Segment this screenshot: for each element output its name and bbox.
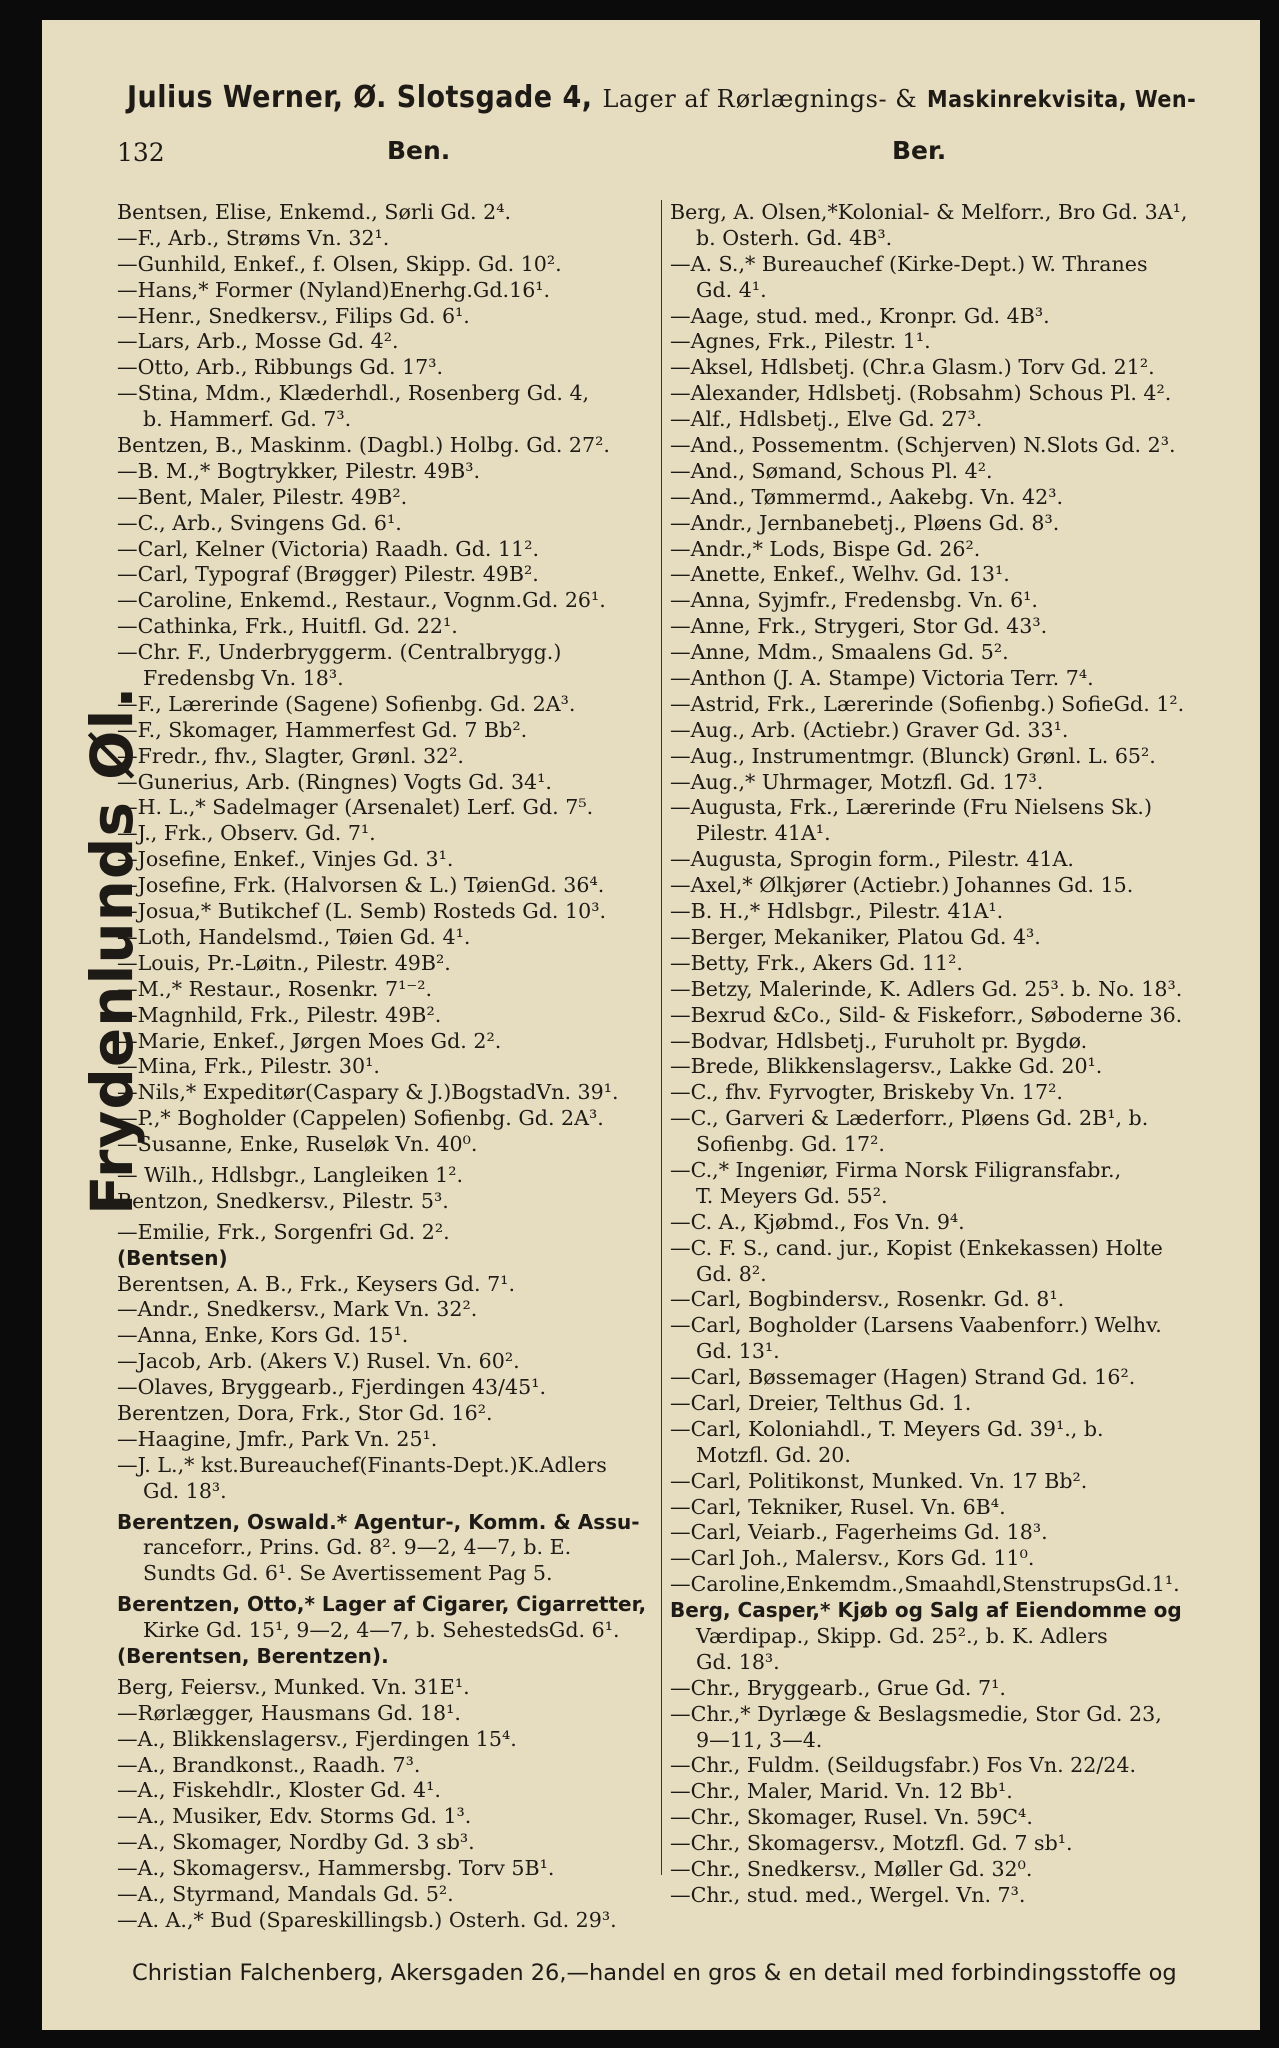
directory-entry-line: — Wilh., Hdlsbgr., Langleiken 1². [117,1162,464,1187]
directory-entry-line: Sofienbg. Gd. 17². [696,1132,885,1157]
directory-entry-line: —Anthon (J. A. Stampe) Victoria Terr. 7⁴. [670,666,1094,691]
directory-entry-line: —B. H.,* Hdlsbgr., Pilestr. 41A¹. [670,899,1004,924]
directory-entry-line: —Carl Joh., Malersv., Kors Gd. 11⁰. [670,1546,1035,1571]
directory-entry-line: —A., Fiskehdlr., Kloster Gd. 4¹. [117,1778,441,1803]
directory-entry-line: —Carl, Politikonst, Munked. Vn. 17 Bb². [670,1468,1088,1493]
directory-entry-line: —Carl, Kelner (Victoria) Raadh. Gd. 11². [117,536,540,561]
directory-entry-line: —Chr.,* Dyrlæge & Beslagsmedie, Stor Gd. 23, [670,1701,1162,1726]
directory-entry-line: b. Osterh. Gd. 4B³. [696,225,893,250]
right-column-entries [670,200,1221,1909]
directory-entry-line: Berg, Casper,* Kjøb og Salg af Eiendomme og [670,1598,1182,1623]
left-column-entries [117,200,668,1934]
directory-entry-line: Bentzen, B., Maskinm. (Dagbl.) Holbg. Gd. 27². [117,433,610,458]
directory-entry-line: —Carl, Bogholder (Larsens Vaabenforr.) Welhv. [670,1313,1162,1338]
directory-entry-line: ranceforr., Prins. Gd. 8². 9—2, 4—7, b. E. [143,1535,572,1560]
directory-entry-line: Gd. 18³. [143,1478,227,1503]
directory-entry-line: —Aage, stud. med., Kronpr. Gd. 4B³. [670,303,1050,328]
footer-advertisement: Christian Falchenberg, Akersgaden 26,—handel en gros & en detail med forbindingsstoffe og [132,1960,1177,1986]
column-divider [661,200,662,1875]
directory-entry-line: —A., Styrmand, Mandals Gd. 5². [117,1882,454,1906]
directory-entry-line: —Caroline,Enkemdm.,Smaahdl,StenstrupsGd.1¹. [670,1572,1180,1597]
directory-entry-line: —C., fhv. Fyrvogter, Briskeby Vn. 17². [670,1080,1063,1105]
directory-entry-line: —Olaves, Bryggearb., Fjerdingen 43/45¹. [117,1375,546,1400]
page-number: 132 [117,138,165,167]
directory-entry-line: —Betty, Frk., Akers Gd. 11². [670,950,963,975]
directory-entry-line: —Carl, Bøssemager (Hagen) Strand Gd. 16². [670,1365,1136,1390]
directory-entry-line: —Gunhild, Enkef., f. Olsen, Skipp. Gd. 10². [117,251,562,276]
directory-entry-line: —Haagine, Jmfr., Park Vn. 25¹. [117,1426,438,1451]
directory-entry-line: —Anne, Frk., Strygeri, Stor Gd. 43³. [670,614,1048,639]
directory-entry-line: —Carl, Bogbindersv., Rosenkr. Gd. 8¹. [670,1287,1065,1312]
directory-entry-line: —Aug.,* Uhrmager, Motzfl. Gd. 17³. [670,769,1044,794]
directory-entry-line: —Betzy, Malerinde, K. Adlers Gd. 25³. b. No. 18³. [670,976,1183,1001]
directory-entry-line: —Chr., stud. med., Wergel. Vn. 7³. [670,1882,1026,1907]
directory-entry-line: —Emilie, Frk., Sorgenfri Gd. 2². [117,1219,450,1244]
directory-entry-line: —Nils,* Expeditør(Caspary & J.)BogstadVn. 39¹. [117,1080,619,1105]
directory-entry-line: —Caroline, Enkemd., Restaur., Vognm.Gd. 26¹. [117,588,606,613]
directory-entry-line: —F., Lærerinde (Sagene) Sofienbg. Gd. 2A³. [117,691,576,716]
directory-entry-line: —H. L.,* Sadelmager (Arsenalet) Lerf. Gd. 7⁵. [117,795,594,820]
directory-entry-line: Sundts Gd. 6¹. Se Avertissement Pag 5. [143,1561,553,1586]
directory-entry-line: —Anna, Syjmfr., Fredensbg. Vn. 6¹. [670,588,1038,613]
directory-entry-line: —Josua,* Butikchef (L. Semb) Rosteds Gd. 10³. [117,899,606,924]
directory-entry-line: —C.,* Ingeniør, Firma Norsk Filigransfabr., [670,1157,1122,1182]
directory-entry-line: 9—11, 3—4. [696,1727,823,1752]
directory-entry-line: —Carl, Tekniker, Rusel. Vn. 6B⁴. [670,1494,1006,1519]
directory-entry-line: —And., Tømmermd., Aakebg. Vn. 42³. [670,484,1064,509]
directory-entry-line: Motzfl. Gd. 20. [696,1442,851,1467]
directory-entry-line: —Andr., Snedkersv., Mark Vn. 32². [117,1297,478,1322]
directory-entry-line: —And., Sømand, Schous Pl. 4². [670,458,993,483]
directory-entry-line: —Cathinka, Frk., Huitfl. Gd. 22¹. [117,614,458,639]
directory-entry-line: —Josefine, Frk. (Halvorsen & L.) TøienGd. 36⁴. [117,873,605,898]
directory-entry-line: —Chr., Skomager, Rusel. Vn. 59C⁴. [670,1805,1033,1830]
directory-entry-line: Berg, A. Olsen,*Kolonial- & Melforr., Bro Gd. 3A¹, [670,200,1188,224]
directory-entry-line: —Magnhild, Frk., Pilestr. 49B². [117,1002,442,1027]
side-advertisement-label: Frydenlunds Øl. [78,685,146,1215]
directory-entry-line: —Gunerius, Arb. (Ringnes) Vogts Gd. 34¹. [117,769,552,794]
directory-entry-line: —Anne, Mdm., Smaalens Gd. 5². [670,640,1009,665]
directory-entry-line: —Marie, Enkef., Jørgen Moes Gd. 2². [117,1028,502,1053]
directory-entry-line: Kirke Gd. 15¹, 9—2, 4—7, b. SehestedsGd. 6¹. [143,1618,620,1643]
directory-entry-line: Berentzen, Otto,* Lager af Cigarer, Cigarretter, [117,1592,647,1617]
directory-entry-line: Gd. 18³. [696,1649,780,1674]
directory-entry-line: Gd. 8². [696,1261,767,1286]
directory-entry-line: —Stina, Mdm., Klæderhdl., Rosenberg Gd. 4, [117,381,590,406]
directory-entry-line: —Chr., Fuldm. (Seildugsfabr.) Fos Vn. 22/24. [670,1753,1137,1778]
directory-entry-line: —C. F. S., cand. jur., Kopist (Enkekassen) Holte [670,1235,1163,1260]
directory-entry-line: —A., Brandkonst., Raadh. 7³. [117,1752,421,1777]
directory-entry-line: Bentzon, Snedkersv., Pilestr. 5³. [117,1188,449,1213]
directory-entry-line: (Bentsen) [117,1245,228,1270]
directory-entry-line: —Loth, Handelsmd., Tøien Gd. 4¹. [117,924,471,949]
directory-entry-line: —A. S.,* Bureauchef (Kirke-Dept.) W. Thranes [670,251,1148,276]
directory-entry-line: —Carl, Koloniahdl., T. Meyers Gd. 39¹., b. [670,1416,1104,1441]
directory-entry-line: —Aksel, Hdlsbetj. (Chr.a Glasm.) Torv Gd. 21². [670,355,1155,380]
directory-entry-line: —Chr. F., Underbryggerm. (Centralbrygg.) [117,640,562,665]
directory-entry-line: —J. L.,* kst.Bureauchef(Finants-Dept.)K.Adlers [117,1452,607,1477]
directory-entry-line: —J., Frk., Observ. Gd. 7¹. [117,821,376,846]
directory-entry-line: —Carl, Typograf (Brøgger) Pilestr. 49B². [117,562,539,587]
directory-entry-line: —Hans,* Former (Nyland)Enerhg.Gd.16¹. [117,277,551,302]
directory-entry-line: —P.,* Bogholder (Cappelen) Sofienbg. Gd. 2A³. [117,1106,604,1131]
directory-entry-line: —A. A.,* Bud (Spareskillingsb.) Osterh. Gd. 29³. [117,1907,617,1932]
left-column-heading: Ben. [387,136,451,165]
directory-entry-line: —Astrid, Frk., Lærerinde (Sofienbg.) SofieGd. 1². [670,691,1185,716]
directory-entry-line: —A., Musiker, Edv. Storms Gd. 1³. [117,1804,472,1829]
directory-entry-line: Værdipap., Skipp. Gd. 25²., b. K. Adlers [696,1623,1108,1648]
directory-entry-line: T. Meyers Gd. 55². [696,1183,888,1208]
directory-entry-line: —Henr., Snedkersv., Filips Gd. 6¹. [117,303,470,328]
directory-entry-line: —Chr., Skomagersv., Motzfl. Gd. 7 sb¹. [670,1831,1073,1856]
directory-entry-line: —Carl, Veiarb., Fagerheims Gd. 18³. [670,1520,1048,1545]
directory-entry-line: —Aug., Arb. (Actiebr.) Graver Gd. 33¹. [670,717,1069,742]
directory-entry-line: —C., Garveri & Læderforr., Pløens Gd. 2B¹, b. [670,1106,1149,1131]
directory-entry-line: —Lars, Arb., Mosse Gd. 4². [117,329,399,354]
directory-entry-line: Berentzen, Dora, Frk., Stor Gd. 16². [117,1400,493,1425]
directory-entry-line: —Alf., Hdlsbetj., Elve Gd. 27³. [670,407,983,432]
directory-entry-line: —Louis, Pr.-Løitn., Pilestr. 49B². [117,950,451,975]
directory-entry-line: (Berentsen, Berentzen). [117,1643,389,1668]
directory-entry-line: —Augusta, Frk., Lærerinde (Fru Nielsens Sk.) [670,795,1152,820]
header-middle-text: Lager af Rørlægnings- & [602,85,918,113]
directory-entry-line: —Agnes, Frk., Pilestr. 1¹. [670,329,931,354]
directory-entry-line: —A., Skomager, Nordby Gd. 3 sb³. [117,1830,475,1855]
directory-entry-line: —Anna, Enke, Kors Gd. 15¹. [117,1323,409,1348]
directory-entry-line: —A., Blikkenslagersv., Fjerdingen 15⁴. [117,1726,517,1751]
directory-entry-line: —F., Skomager, Hammerfest Gd. 7 Bb². [117,717,528,742]
directory-entry-line: Pilestr. 41A¹. [696,821,831,846]
directory-entry-line: —Aug., Instrumentmgr. (Blunck) Grønl. L. 65². [670,743,1156,768]
directory-entry-line: —Anette, Enkef., Welhv. Gd. 13¹. [670,562,1010,587]
directory-entry-line: —Chr., Maler, Marid. Vn. 12 Bb¹. [670,1779,1013,1804]
directory-entry-line: —Andr., Jernbanebetj., Pløens Gd. 8³. [670,510,1060,535]
directory-entry-line: —M.,* Restaur., Rosenkr. 7¹⁻². [117,976,433,1001]
directory-entry-line: b. Hammerf. Gd. 7³. [143,407,352,432]
header-advertiser: Julius Werner, Ø. Slotsgade 4, [127,80,593,115]
directory-entry-line: —Jacob, Arb. (Akers V.) Rusel. Vn. 60². [117,1349,520,1374]
directory-entry-line: —Carl, Dreier, Telthus Gd. 1. [670,1390,972,1415]
directory-entry-line: —A., Skomagersv., Hammersbg. Torv 5B¹. [117,1856,555,1881]
directory-entry-line: Gd. 4¹. [696,277,767,302]
directory-entry-line: Bentsen, Elise, Enkemd., Sørli Gd. 2⁴. [117,200,512,224]
directory-entry-line: —Brede, Blikkenslagersv., Lakke Gd. 20¹. [670,1054,1103,1079]
directory-entry-line: —Rørlægger, Hausmans Gd. 18¹. [117,1700,461,1725]
directory-entry-line: —C., Arb., Svingens Gd. 6¹. [117,510,402,535]
directory-entry-line: —Axel,* Ølkjører (Actiebr.) Johannes Gd. 15. [670,873,1134,898]
directory-entry-line: —Berger, Mekaniker, Platou Gd. 4³. [670,924,1041,949]
directory-entry-line: —Bexrud &Co., Sild- & Fiskeforr., Søboderne 36. [670,1002,1183,1027]
directory-entry-line: —Bodvar, Hdlsbetj., Furuholt pr. Bygdø. [670,1028,1088,1053]
directory-entry-line: —B. M.,* Bogtrykker, Pilestr. 49B³. [117,458,481,483]
directory-entry-line: —And., Possementm. (Schjerven) N.Slots Gd. 2³. [670,433,1176,458]
directory-entry-line: Berentzen, Oswald.* Agentur-, Komm. & Assu- [117,1509,640,1534]
directory-entry-line: Fredensbg Vn. 18³. [143,666,344,691]
directory-entry-line: —F., Arb., Strøms Vn. 32¹. [117,225,390,250]
directory-entry-line: Gd. 13¹. [696,1339,780,1364]
directory-entry-line: —Josefine, Enkef., Vinjes Gd. 3¹. [117,847,454,872]
directory-entry-line: —Augusta, Sprogin form., Pilestr. 41A. [670,847,1074,872]
directory-entry-line: —Alexander, Hdlsbetj. (Robsahm) Schous Pl. 4². [670,381,1172,406]
directory-entry-line: —Chr., Bryggearb., Grue Gd. 7¹. [670,1675,1006,1700]
header-right-text: Maskinrekvisita, Wen- [926,87,1197,113]
directory-entry-line: —Bent, Maler, Pilestr. 49B². [117,484,408,509]
directory-entry-line: —Otto, Arb., Ribbungs Gd. 17³. [117,355,444,380]
directory-entry-line: —C. A., Kjøbmd., Fos Vn. 9⁴. [670,1209,965,1234]
directory-page [42,20,1260,2030]
directory-entry-line: Berentsen, A. B., Frk., Keysers Gd. 7¹. [117,1271,515,1296]
right-column-heading: Ber. [892,136,947,165]
directory-entry-line: —Chr., Snedkersv., Møller Gd. 32⁰. [670,1857,1033,1881]
directory-entry-line: —Fredr., fhv., Slagter, Grønl. 32². [117,743,464,768]
directory-entry-line: —Susanne, Enke, Ruseløk Vn. 40⁰. [117,1132,478,1157]
page-header-advertisement [127,80,1267,115]
directory-entry-line: —Andr.,* Lods, Bispe Gd. 26². [670,536,981,561]
directory-entry-line: Berg, Feiersv., Munked. Vn. 31E¹. [117,1674,470,1699]
directory-entry-line: —Mina, Frk., Pilestr. 30¹. [117,1054,380,1079]
